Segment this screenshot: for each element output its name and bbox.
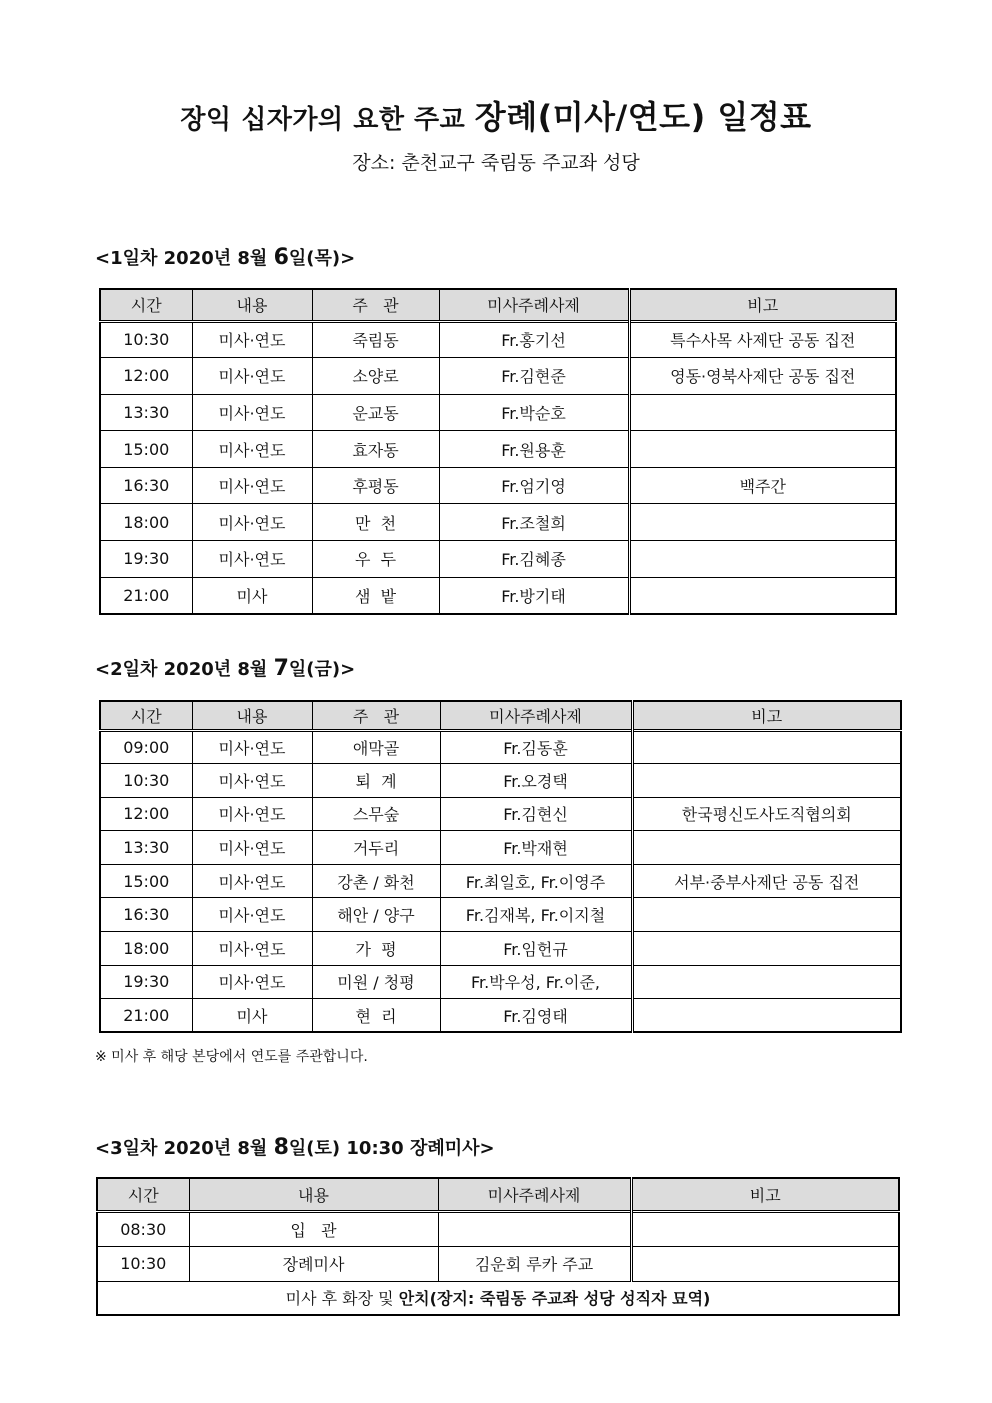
day2-footnote: ※ 미사 후 해당 본당에서 연도를 주관합니다. (95, 1049, 368, 1065)
cell-host: 만 천 (312, 504, 439, 541)
cell-note: 백주간 (629, 467, 896, 504)
col-header-note: 비고 (629, 289, 896, 321)
cell-note (632, 898, 901, 932)
cell-host: 샘 밭 (312, 577, 439, 614)
table-row (100, 999, 901, 1033)
cell-content: 미사·연도 (192, 898, 312, 932)
cell-celebrant (438, 1211, 631, 1246)
cell-time: 12:00 (100, 358, 192, 395)
col-header-content: 내용 (189, 1178, 438, 1211)
cell-celebrant: Fr.박재현 (440, 831, 632, 865)
cell-time: 12:00 (100, 797, 192, 831)
cell-time: 10:30 (100, 321, 192, 358)
cell-note: 영동·영북사제단 공동 집전 (629, 358, 896, 395)
cell-host: 소양로 (312, 358, 439, 395)
cell-note (632, 932, 901, 966)
cell-host: 미원 / 청평 (312, 965, 440, 999)
cell-note (629, 431, 896, 468)
day2-table (99, 700, 902, 1033)
cell-celebrant: Fr.오경택 (440, 764, 632, 798)
table-row (100, 467, 896, 504)
cell-time: 19:30 (100, 541, 192, 578)
table-row (100, 932, 901, 966)
cell-celebrant: Fr.방기태 (439, 577, 629, 614)
day1-heading-prefix: <1일차 2020년 8월 (95, 248, 274, 269)
cell-celebrant: Fr.김현신 (440, 797, 632, 831)
table-row (100, 797, 901, 831)
cell-note: 특수사목 사제단 공동 집전 (629, 321, 896, 358)
cell-content: 미사·연도 (192, 764, 312, 798)
day3-heading-suffix: 일(토) 10:30 장례미사> (288, 1138, 495, 1159)
day1-table (99, 288, 897, 615)
cell-host: 애막골 (312, 730, 440, 764)
table-row (100, 864, 901, 898)
col-header-content: 내용 (192, 701, 312, 730)
table-row (100, 541, 896, 578)
cell-note: 한국평신도사도직협의회 (632, 797, 901, 831)
cell-time: 16:30 (100, 467, 192, 504)
cell-time: 08:30 (97, 1211, 189, 1246)
table-row (100, 898, 901, 932)
cell-content: 미사·연도 (192, 730, 312, 764)
cell-note (631, 1246, 899, 1281)
day1-heading (95, 244, 355, 270)
cell-content: 장례미사 (189, 1246, 438, 1281)
burial-note-bold: 안치(장지: 죽림동 주교좌 성당 성직자 묘역) (398, 1289, 711, 1309)
table-row (100, 577, 896, 614)
day2-header-row (100, 701, 901, 730)
cell-host: 운교동 (312, 394, 439, 431)
cell-time: 18:00 (100, 932, 192, 966)
cell-content: 미사·연도 (192, 541, 312, 578)
col-header-celebrant: 미사주례사제 (438, 1178, 631, 1211)
cell-content: 미사·연도 (192, 965, 312, 999)
day3-heading-day: 8 (273, 1135, 289, 1160)
cell-note (629, 394, 896, 431)
col-header-note: 비고 (631, 1178, 899, 1211)
day2-heading-day: 7 (273, 656, 289, 681)
day2-heading-suffix: 일(금)> (288, 659, 356, 680)
day3-header-row (97, 1178, 899, 1211)
table-row (100, 358, 896, 395)
title-main: 장례(미사/연도) 일정표 (474, 98, 812, 136)
cell-content: 미사 (192, 577, 312, 614)
table-row (100, 730, 901, 764)
cell-content: 미사·연도 (192, 932, 312, 966)
cell-host: 해안 / 양구 (312, 898, 440, 932)
burial-note-plain: 미사 후 화장 및 (285, 1289, 399, 1309)
table-row (100, 321, 896, 358)
col-header-host: 주 관 (312, 701, 440, 730)
cell-note (632, 831, 901, 865)
cell-host: 가 평 (312, 932, 440, 966)
col-header-host: 주 관 (312, 289, 439, 321)
col-header-note: 비고 (632, 701, 901, 730)
cell-content: 미사·연도 (192, 321, 312, 358)
cell-celebrant: Fr.원용훈 (439, 431, 629, 468)
burial-note (97, 1281, 899, 1315)
cell-content: 미사·연도 (192, 831, 312, 865)
cell-note (631, 1211, 899, 1246)
cell-content: 입 관 (189, 1211, 438, 1246)
cell-note (632, 999, 901, 1033)
cell-note: 서부·중부사제단 공동 집전 (632, 864, 901, 898)
day2-heading-prefix: <2일차 2020년 8월 (95, 659, 274, 680)
col-header-time: 시간 (100, 701, 192, 730)
cell-time: 15:00 (100, 864, 192, 898)
cell-host: 거두리 (312, 831, 440, 865)
cell-celebrant: Fr.홍기선 (439, 321, 629, 358)
cell-celebrant: Fr.임헌규 (440, 932, 632, 966)
cell-host: 스무숲 (312, 797, 440, 831)
cell-time: 19:30 (100, 965, 192, 999)
cell-celebrant: Fr.김영태 (440, 999, 632, 1033)
cell-host: 후평동 (312, 467, 439, 504)
cell-celebrant: 김운회 루카 주교 (438, 1246, 631, 1281)
cell-celebrant: Fr.엄기영 (439, 467, 629, 504)
day1-heading-suffix: 일(목)> (288, 248, 356, 269)
day3-table (96, 1177, 900, 1316)
cell-celebrant: Fr.박순호 (439, 394, 629, 431)
cell-celebrant: Fr.김혜종 (439, 541, 629, 578)
cell-content: 미사 (192, 999, 312, 1033)
day2-heading (95, 655, 355, 681)
cell-celebrant: Fr.최일호, Fr.이영주 (440, 864, 632, 898)
cell-time: 10:30 (97, 1246, 189, 1281)
cell-note (632, 965, 901, 999)
cell-celebrant: Fr.박우성, Fr.이준, (440, 965, 632, 999)
day1-heading-day: 6 (273, 245, 289, 270)
table-row (100, 831, 901, 865)
cell-host: 퇴 계 (312, 764, 440, 798)
cell-host: 우 두 (312, 541, 439, 578)
cell-time: 13:30 (100, 394, 192, 431)
day1-header-row (100, 289, 896, 321)
cell-note (629, 541, 896, 578)
cell-content: 미사·연도 (192, 394, 312, 431)
cell-celebrant: Fr.김현준 (439, 358, 629, 395)
table-row (100, 504, 896, 541)
cell-host: 현 리 (312, 999, 440, 1033)
page-subtitle: 장소: 춘천교구 죽림동 주교좌 성당 (352, 152, 640, 174)
table-row (100, 965, 901, 999)
cell-celebrant: Fr.김재복, Fr.이지철 (440, 898, 632, 932)
table-row (97, 1211, 899, 1246)
day3-heading (95, 1134, 495, 1160)
cell-time: 15:00 (100, 431, 192, 468)
cell-time: 18:00 (100, 504, 192, 541)
cell-time: 21:00 (100, 999, 192, 1033)
table-row (100, 764, 901, 798)
cell-host: 죽림동 (312, 321, 439, 358)
col-header-celebrant: 미사주례사제 (440, 701, 632, 730)
cell-content: 미사·연도 (192, 358, 312, 395)
col-header-time: 시간 (100, 289, 192, 321)
col-header-content: 내용 (192, 289, 312, 321)
table-row (97, 1246, 899, 1281)
cell-time: 21:00 (100, 577, 192, 614)
cell-content: 미사·연도 (192, 864, 312, 898)
cell-content: 미사·연도 (192, 467, 312, 504)
table-row (100, 431, 896, 468)
cell-host: 효자동 (312, 431, 439, 468)
col-header-celebrant: 미사주례사제 (439, 289, 629, 321)
cell-content: 미사·연도 (192, 504, 312, 541)
day3-heading-prefix: <3일차 2020년 8월 (95, 1138, 274, 1159)
table-row (100, 394, 896, 431)
cell-time: 09:00 (100, 730, 192, 764)
cell-note (629, 577, 896, 614)
cell-content: 미사·연도 (192, 797, 312, 831)
cell-celebrant: Fr.김동훈 (440, 730, 632, 764)
page-title (0, 92, 992, 138)
cell-host: 강촌 / 화천 (312, 864, 440, 898)
cell-note (629, 504, 896, 541)
cell-note (632, 730, 901, 764)
day3-footer-row (97, 1281, 899, 1315)
cell-time: 16:30 (100, 898, 192, 932)
cell-celebrant: Fr.조철희 (439, 504, 629, 541)
cell-note (632, 764, 901, 798)
title-prefix: 장익 십자가의 요한 주교 (180, 105, 475, 135)
cell-time: 10:30 (100, 764, 192, 798)
cell-time: 13:30 (100, 831, 192, 865)
cell-content: 미사·연도 (192, 431, 312, 468)
col-header-time: 시간 (97, 1178, 189, 1211)
